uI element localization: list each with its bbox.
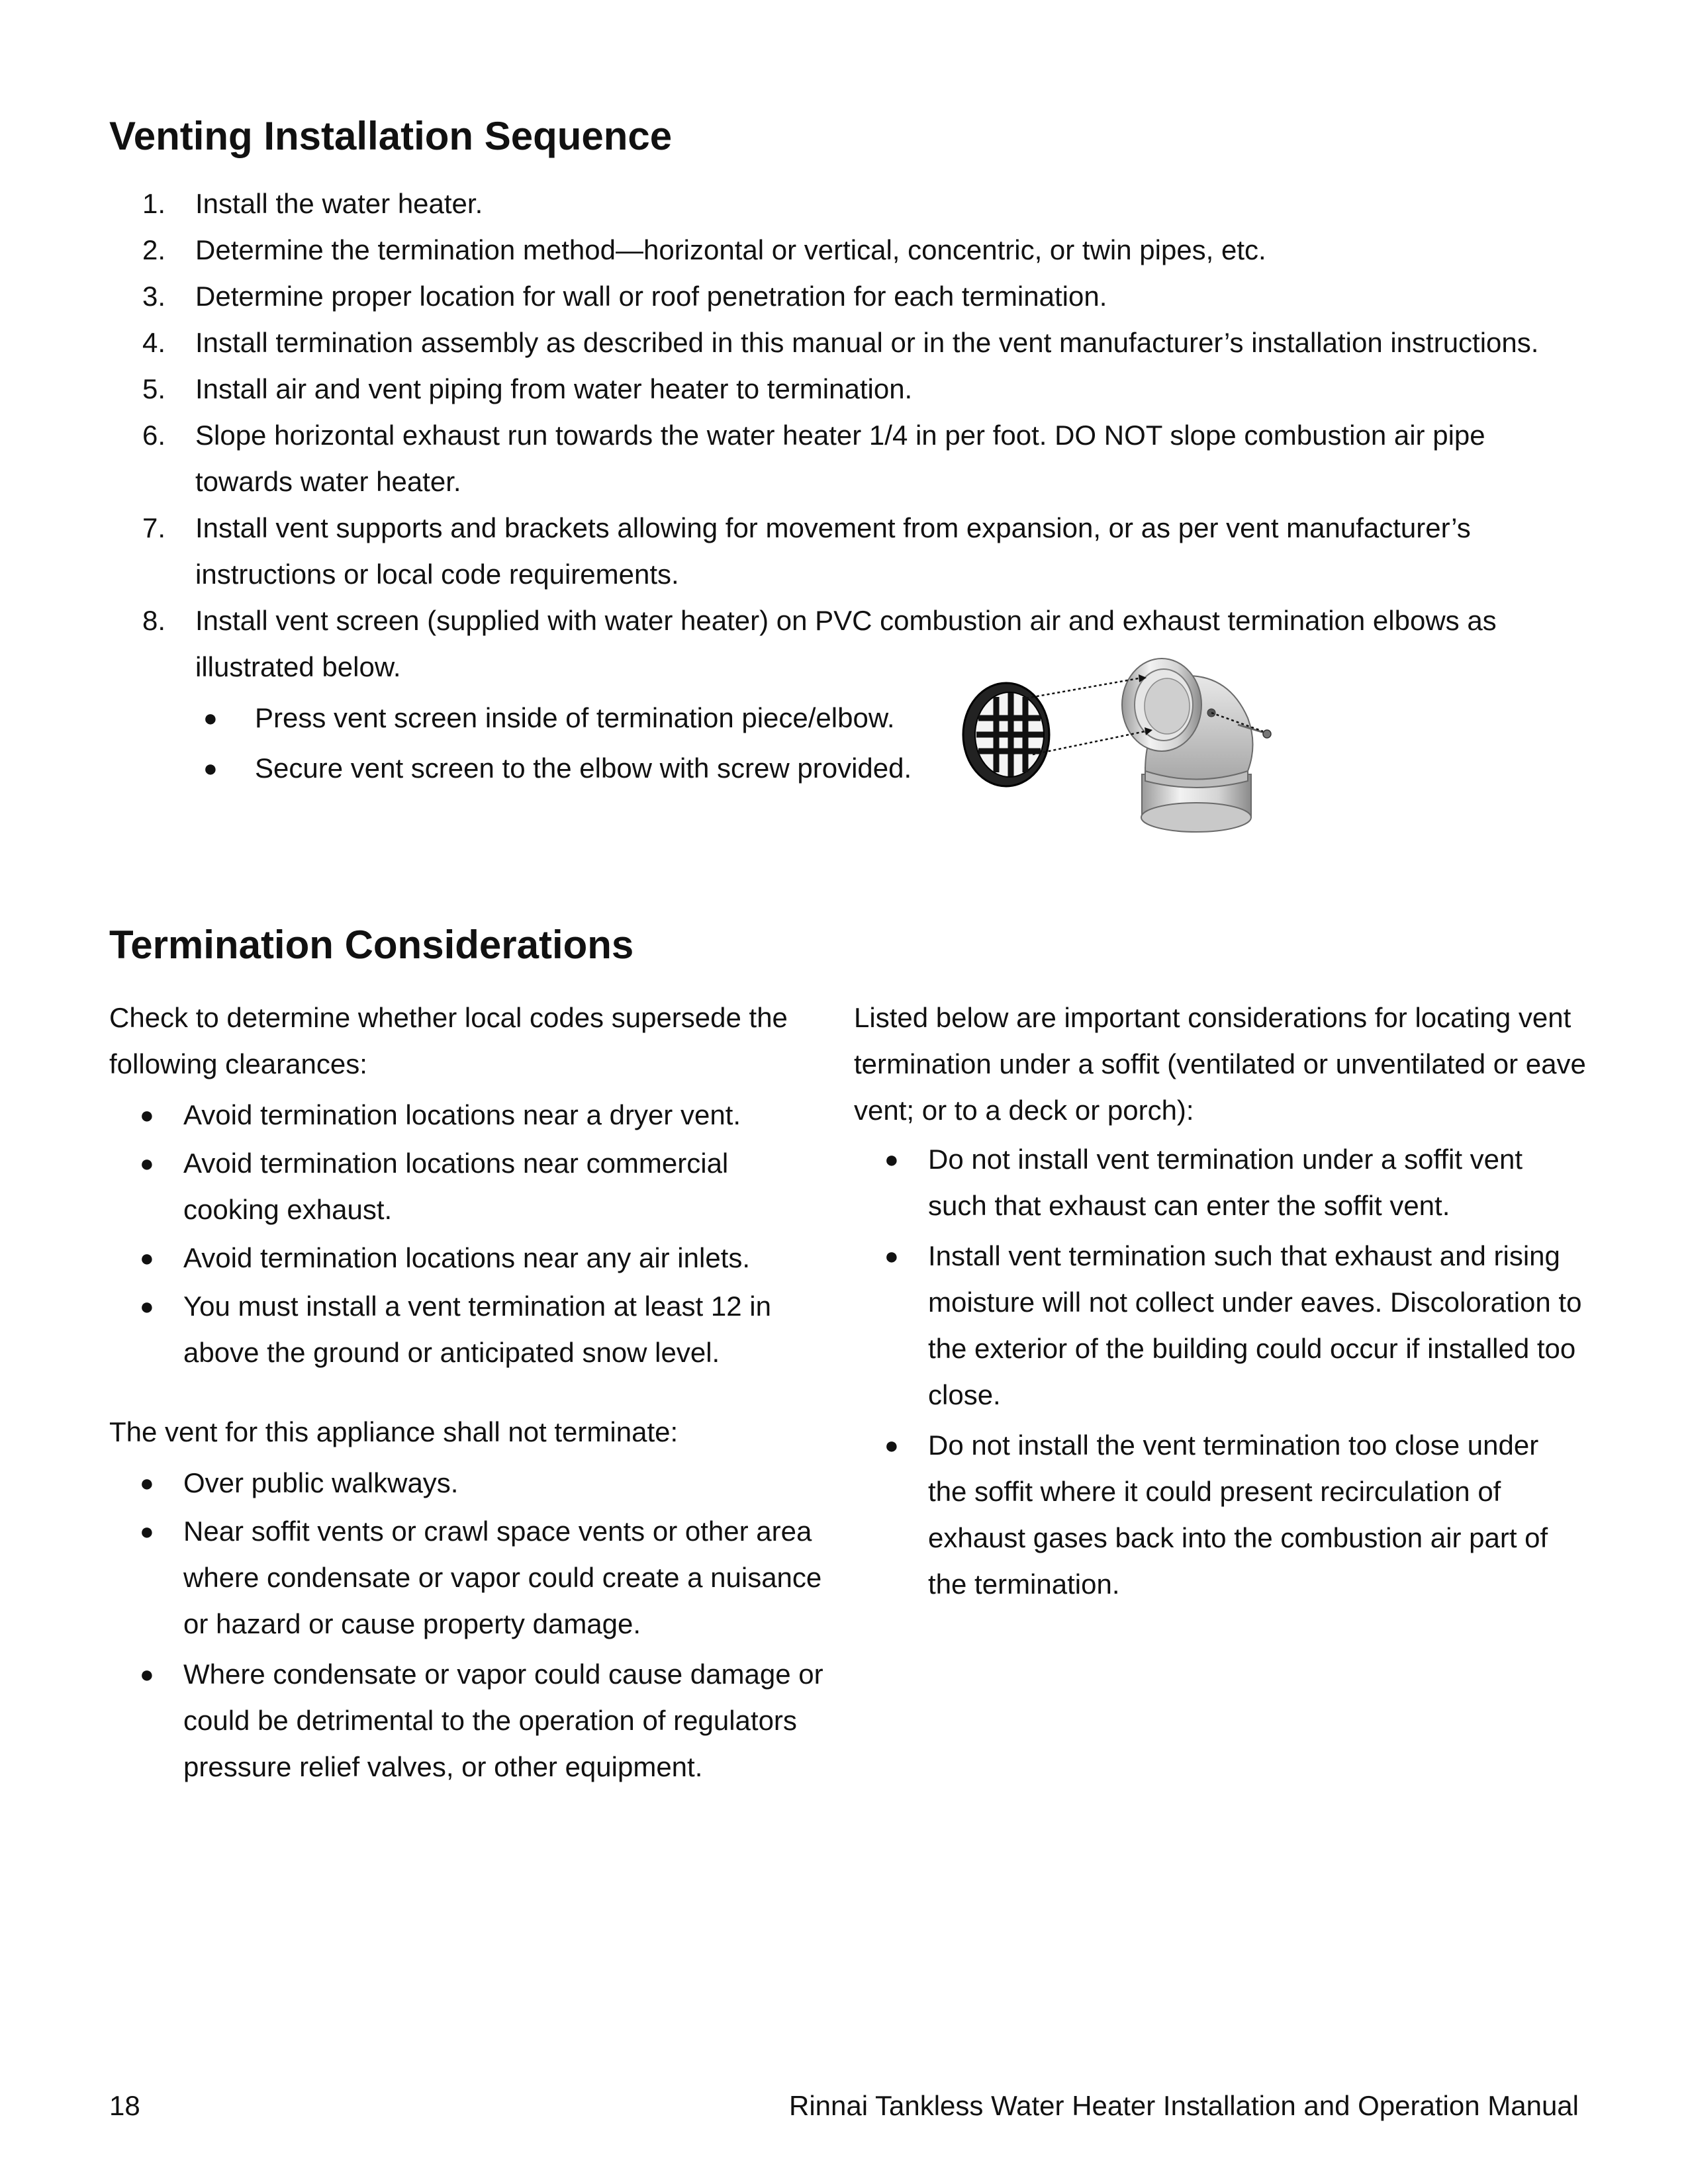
step-text: Install termination assembly as described in this manual or in the vent manufacturer’s installation instructions.	[195, 327, 1539, 358]
vent-screen-icon	[963, 683, 1049, 786]
bullet-icon: ●	[140, 1244, 154, 1271]
bullet-icon: ●	[884, 1242, 899, 1269]
list-item	[109, 743, 1579, 794]
bullet-icon: ●	[884, 1432, 899, 1459]
bullet-text: Do not install vent termination under a soffit vent such that exhaust can enter the soffit vent.	[928, 1144, 1523, 1221]
vent-screen-elbow-illustration	[947, 652, 1304, 850]
step-number: 2.	[142, 234, 166, 265]
step-text: Install air and vent piping from water heater to termination.	[195, 373, 913, 404]
step-number: 7.	[142, 512, 166, 543]
list-item	[109, 1458, 844, 1508]
bullet-text: Avoid termination locations near a dryer vent.	[183, 1099, 741, 1130]
soffit-intro: Listed below are important considerations for locating vent termination under a soffit (ventilated or unventilated or eave vent; or to a deck or porch):	[854, 1002, 1586, 1126]
step-item	[109, 181, 1579, 227]
bullet-text: Install vent termination such that exhaust and rising moisture will not collect under eaves. Discoloration to the exterior of the building could occur if installed too close.	[928, 1240, 1582, 1410]
step-number: 5.	[142, 373, 166, 404]
bullet-icon: ●	[140, 1293, 154, 1320]
bullet-icon: ●	[140, 1518, 154, 1545]
step-item	[109, 505, 1579, 598]
bullet-icon: ●	[140, 1469, 154, 1496]
list-item	[109, 1651, 844, 1790]
termination-right-column	[854, 995, 1589, 1608]
list-item	[854, 1422, 1589, 1608]
termination-heading: Termination Considerations	[109, 923, 634, 967]
venting-heading: Venting Installation Sequence	[109, 114, 673, 158]
bullet-text: Near soffit vents or crawl space vents or other area where condensate or vapor could create a nuisance or hazard or cause property damage.	[183, 1516, 822, 1639]
step-text: Install vent supports and brackets allowing for movement from expansion, or as per vent manufacturer’s instructions or local code requirements.	[195, 512, 1471, 590]
bullet-text: Over public walkways.	[183, 1467, 459, 1498]
step-number: 8.	[142, 605, 166, 636]
step-sub-list	[109, 693, 1579, 794]
bullet-text: Secure vent screen to the elbow with screw provided.	[255, 752, 912, 784]
bullet-text: Do not install the vent termination too close under the soffit where it could present recirculation of exhaust gases back into the combustion air part of the termination.	[928, 1430, 1548, 1600]
bullet-text: Avoid termination locations near any air inlets.	[183, 1242, 751, 1273]
clearance-bullets	[109, 1090, 844, 1376]
bullet-icon: ●	[203, 754, 218, 782]
bullet-icon: ●	[140, 1150, 154, 1177]
list-item	[854, 1136, 1589, 1229]
vent-screen-bullets	[109, 693, 1579, 794]
list-item	[109, 1140, 844, 1233]
step-number: 1.	[142, 188, 166, 219]
list-item	[109, 1508, 844, 1647]
bullet-icon: ●	[884, 1146, 899, 1173]
list-item	[854, 1233, 1589, 1418]
step-number: 4.	[142, 327, 166, 358]
termination-left-column	[109, 995, 844, 1790]
page-number: 18	[109, 2090, 140, 2121]
soffit-bullets	[854, 1136, 1589, 1608]
bullet-icon: ●	[140, 1101, 154, 1128]
step-text: Slope horizontal exhaust run towards the water heater 1/4 in per foot. DO NOT slope combustion air pipe towards water heater.	[195, 420, 1485, 497]
step-item	[109, 320, 1579, 366]
step-item	[109, 273, 1579, 320]
step-number: 6.	[142, 420, 166, 451]
shall-not-terminate-intro: The vent for this appliance shall not terminate:	[109, 1416, 679, 1447]
step-text: Install vent screen (supplied with water heater) on PVC combustion air and exhaust termination elbows as illustrated below.	[195, 605, 1497, 682]
bullet-text: Press vent screen inside of termination piece/elbow.	[255, 702, 895, 733]
bullet-icon: ●	[203, 704, 218, 731]
bullet-text: You must install a vent termination at least 12 in above the ground or anticipated snow level.	[183, 1291, 771, 1368]
clearances-intro: Check to determine whether local codes supersede the following clearances:	[109, 1002, 788, 1079]
list-item	[109, 1090, 844, 1140]
step-item	[109, 227, 1579, 273]
bullet-icon: ●	[140, 1661, 154, 1688]
list-item	[109, 693, 1579, 743]
list-item	[109, 1283, 844, 1376]
step-text: Determine proper location for wall or roof penetration for each termination.	[195, 281, 1107, 312]
step-text: Determine the termination method—horizontal or vertical, concentric, or twin pipes, etc.	[195, 234, 1266, 265]
footer-manual-title: Rinnai Tankless Water Heater Installation and Operation Manual	[789, 2090, 1579, 2121]
step-item	[109, 598, 1579, 690]
step-number: 3.	[142, 281, 166, 312]
step-item	[109, 366, 1579, 412]
bullet-text: Where condensate or vapor could cause damage or could be detrimental to the operation of regulators pressure relief valves, or other equipment.	[183, 1659, 823, 1782]
bullet-text: Avoid termination locations near commercial cooking exhaust.	[183, 1148, 729, 1225]
step-item	[109, 412, 1579, 505]
shall-not-terminate-bullets	[109, 1458, 844, 1790]
venting-steps-list	[109, 181, 1579, 794]
step-text: Install the water heater.	[195, 188, 483, 219]
list-item	[109, 1233, 844, 1283]
